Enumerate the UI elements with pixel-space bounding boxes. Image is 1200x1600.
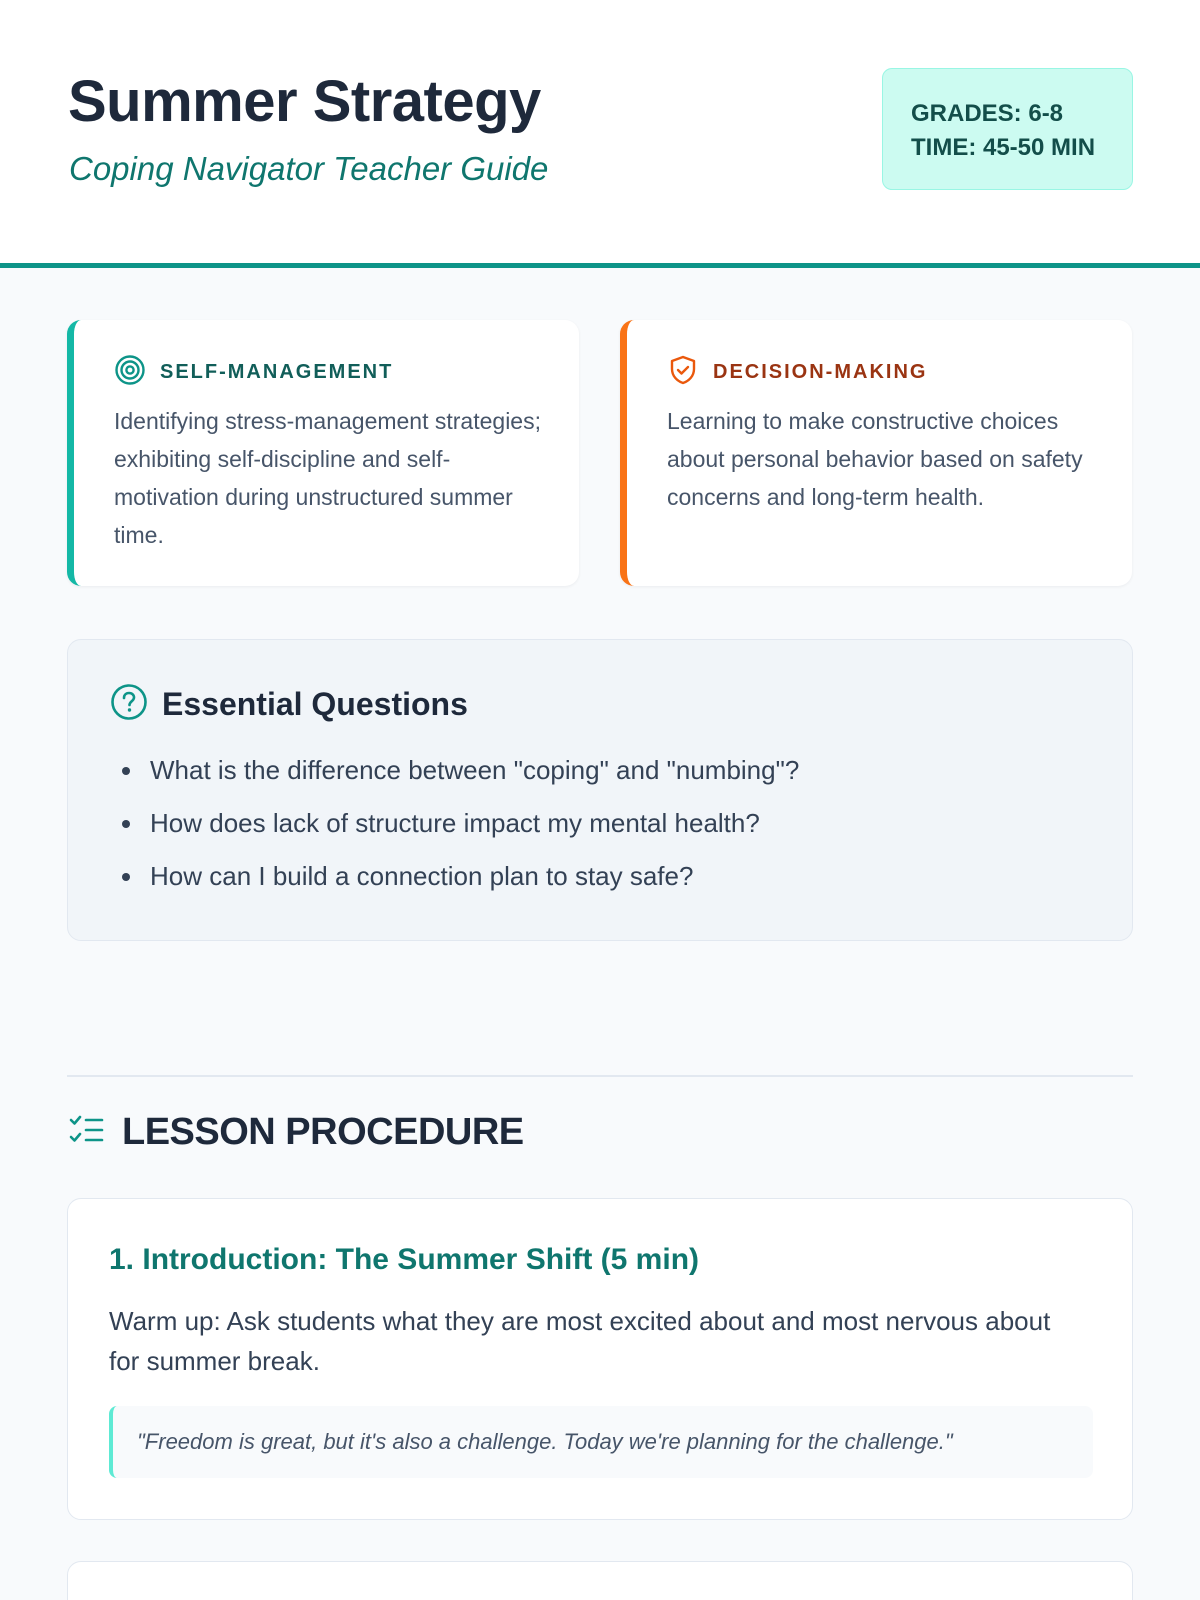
competency-description: Identifying stress-management strategies; exhibiting self-discipline and self-motivation during unstructured summer time. bbox=[114, 408, 541, 548]
essential-questions-panel bbox=[67, 639, 1133, 941]
procedure-step-card bbox=[67, 1198, 1133, 1520]
lesson-meta-badge bbox=[882, 68, 1133, 190]
step-description: Warm up: Ask students what they are most excited about and most nervous about for summer break. bbox=[109, 1306, 1051, 1376]
list-item: How can I build a connection plan to stay safe? bbox=[110, 854, 1092, 907]
procedure-step-card-next bbox=[67, 1561, 1133, 1600]
list-item: What is the difference between "coping" and "numbing"? bbox=[110, 748, 1092, 801]
essential-questions-list bbox=[110, 748, 1092, 907]
competency-card-self-management bbox=[67, 320, 579, 586]
page-title: Summer Strategy bbox=[68, 69, 541, 134]
lesson-procedure-heading bbox=[68, 1106, 524, 1158]
page-header bbox=[0, 0, 1200, 268]
lesson-procedure-title: LESSON PROCEDURE bbox=[122, 1110, 524, 1153]
time-label: TIME: 45-50 MIN bbox=[911, 134, 1096, 161]
step-title: 1. Introduction: The Summer Shift (5 min) bbox=[109, 1243, 700, 1276]
page-subtitle: Coping Navigator Teacher Guide bbox=[69, 150, 549, 187]
competency-label: SELF-MANAGEMENT bbox=[160, 360, 394, 383]
list-item: How does lack of structure impact my mental health? bbox=[110, 801, 1092, 854]
competency-description: Learning to make constructive choices about personal behavior based on safety concerns and long-term health. bbox=[667, 408, 1083, 510]
shield-check-icon bbox=[667, 354, 699, 391]
target-icon bbox=[114, 354, 146, 391]
grades-label: GRADES: 6-8 bbox=[911, 100, 1064, 127]
checklist-icon bbox=[68, 1111, 106, 1154]
step-quote: "Freedom is great, but it's also a challenge. Today we're planning for the challenge." bbox=[109, 1406, 1093, 1478]
section-divider bbox=[67, 1075, 1133, 1077]
competency-card-decision-making bbox=[620, 320, 1132, 586]
essential-questions-title: Essential Questions bbox=[162, 685, 468, 722]
question-circle-icon bbox=[110, 683, 148, 726]
competency-label: DECISION-MAKING bbox=[713, 360, 928, 383]
